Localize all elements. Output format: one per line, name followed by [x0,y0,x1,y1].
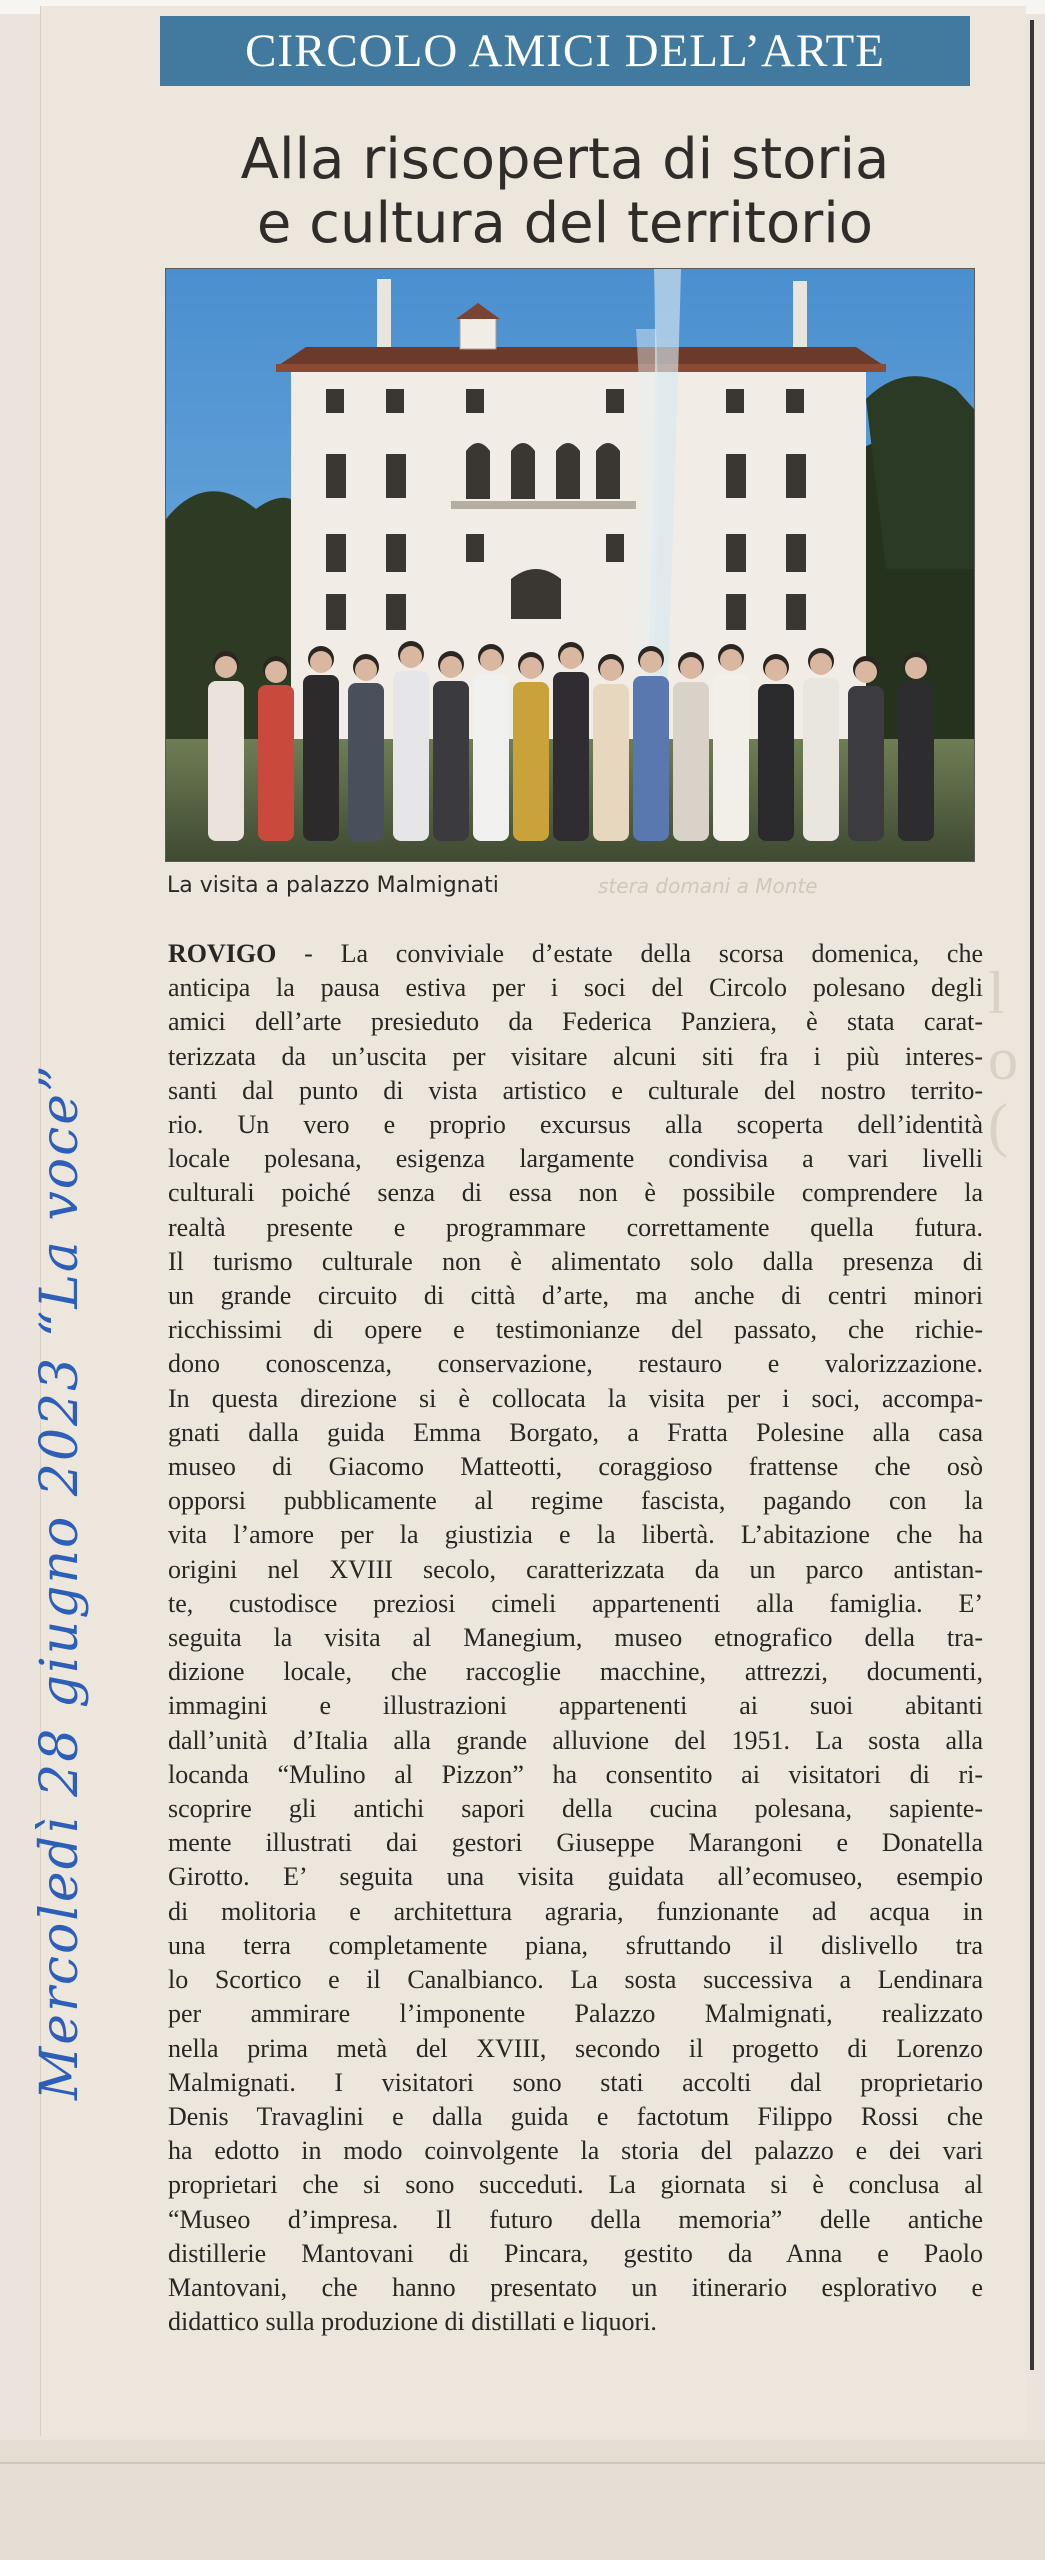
palazzo-malmignati-photo [166,269,974,861]
article-body [168,937,983,2339]
article-line: ha edotto in modo coinvolgente la storia del palazzo e dei vari [168,2136,983,2166]
article-line: Il turismo culturale non è alimentato solo dalla presenza di [168,1246,983,1276]
article-line: dizione locale, che raccoglie macchine, attrezzi, documenti, [168,1657,983,1687]
article-line: seguita la visita al Manegium, museo etnografico della tra- [168,1623,983,1653]
article-line: didattico sulla produzione di distillati e liquori. [168,2307,657,2337]
bleed-through-glyphs: l o ( [988,960,1018,1158]
headline-line-2: e cultura del territorio [256,191,874,257]
article-line: locanda “Mulino al Pizzon” ha consentito ai visitatori di ri- [168,1759,983,1789]
headline-line-1: Alla riscoperta di storia [240,126,890,192]
article-line: In questa direzione si è collocata la visita per i soci, accompa- [168,1383,983,1413]
article-line: Malmignati. I visitatori sono stati accolti dal proprietario [168,2067,983,2097]
article-line [168,937,983,971]
photo-caption: La visita a palazzo Malmignati [167,873,499,898]
bleed-through-text: stera domani a Monte [598,874,818,898]
article-line: un grande circuito di città d’arte, ma anche di centri minori [168,1281,983,1311]
article-line: amici dell’arte presieduto da Federica Panziera, è stata carat- [168,1007,983,1037]
article-line: gnati dalla guida Emma Borgato, a Fratta Polesine alla casa [168,1417,983,1447]
article-line: Mantovani, che hanno presentato un itinerario esplorativo e [168,2272,983,2302]
article-line: realtà presente e programmare correttamente quella futura. [168,1212,983,1242]
article-line: scoprire gli antichi sapori della cucina polesana, sapiente- [168,1794,983,1824]
article-line: dall’unità d’Italia alla grande alluvione del 1951. La sosta alla [168,1725,983,1755]
article-line: Denis Travaglini e dalla guida e factotum Filippo Rossi che [168,2101,983,2131]
article-line: opporsi pubblicamente al regime fascista, pagando con la [168,1486,983,1516]
article-line: museo di Giacomo Matteotti, coraggioso frattense che osò [168,1452,983,1482]
article-line: di molitoria e architettura agraria, funzionante ad acqua in [168,1896,983,1926]
scanner-bed-line [0,2462,1045,2464]
article-line: locale polesana, esigenza largamente condivisa a vari livelli [168,1144,983,1174]
article-line: rio. Un vero e proprio excursus alla scoperta dell’identità [168,1110,983,1140]
section-kicker: CIRCOLO AMICI DELL’ARTE [160,16,970,86]
article-line: nella prima metà del XVIII, secondo il progetto di Lorenzo [168,2033,983,2063]
article-line: te, custodisce preziosi cimeli appartenenti alla famiglia. E’ [168,1588,983,1618]
article-line: santi dal punto di vista artistico e culturale del nostro territo- [168,1075,983,1105]
article-line: origini nel XVIII secolo, caratterizzata da un parco antistan- [168,1554,983,1584]
article-line-text: - La conviviale d’estate della scorsa domenica, che [276,939,983,968]
article-line: “Museo d’impresa. Il futuro della memoria” delle antiche [168,2204,983,2234]
group-photo [165,268,975,862]
article-line: vita l’amore per la giustizia e la libertà. L’abitazione che ha [168,1520,983,1550]
handwritten-date-note: Mercoledì 28 giugno 2023 “La voce” [30,1063,90,2100]
dateline: ROVIGO [168,939,277,968]
article-line: anticipa la pausa estiva per i soci del Circolo polesano degli [168,973,983,1003]
scanner-bed [0,2440,1045,2560]
article-line: immagini e illustrazioni appartenenti ai suoi abitanti [168,1691,983,1721]
article-line: distillerie Mantovani di Pincara, gestito da Anna e Paolo [168,2238,983,2268]
article-line: proprietari che si sono succeduti. La giornata si è conclusa al [168,2170,983,2200]
article-line: una terra completamente piana, sfruttando il dislivello tra [168,1930,983,1960]
article-line: dono conoscenza, conservazione, restauro e valorizzazione. [168,1349,983,1379]
article-line: ricchissimi di opere e testimonianze del passato, che richie- [168,1315,983,1345]
article-line: terizzata da un’uscita per visitare alcuni siti fra i più interes- [168,1041,983,1071]
article-line: mente illustrati dai gestori Giuseppe Marangoni e Donatella [168,1828,983,1858]
article-line: per ammirare l’imponente Palazzo Malmignati, realizzato [168,1999,983,2029]
article-line: culturali poiché senza di essa non è possibile comprendere la [168,1178,983,1208]
clipping-edge-shadow [1030,20,1034,2370]
article-line: Girotto. E’ seguita una visita guidata all’ecomuseo, esempio [168,1862,983,1892]
headline [165,128,965,258]
article-line: lo Scortico e il Canalbianco. La sosta successiva a Lendinara [168,1965,983,1995]
